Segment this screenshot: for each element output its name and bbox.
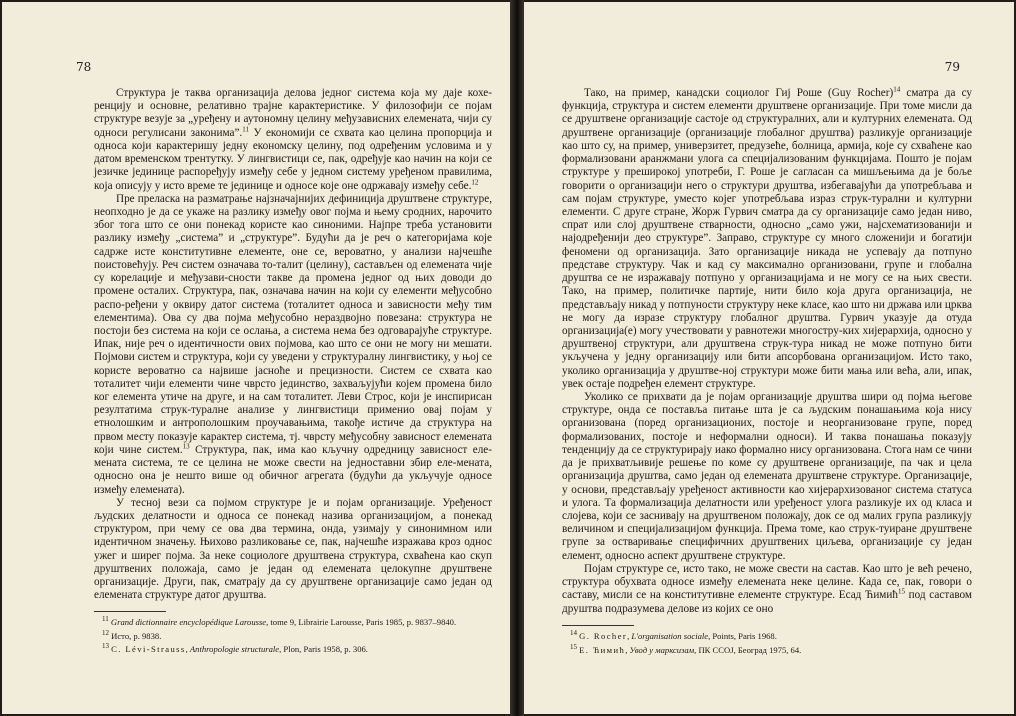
body-text <box>94 87 492 603</box>
right-page <box>524 2 1014 714</box>
footnote: $^{13}$ C. Lévi-Strauss, Anthropologie structurale, Plon, Paris 1958, p. 306. <box>102 642 368 654</box>
page-number: 78 <box>76 60 92 74</box>
footnote-ref: 12 <box>471 177 479 186</box>
footnotes <box>102 616 502 657</box>
footnote-ref: 13 <box>182 442 190 451</box>
paragraph: У тесној вези са појмом структуре је и појам организације. Уређеност људских делатности и односа се понекад назива организацијом, а понекад структуром, при чему се ова два термина, онда, узимају у синонимном или идентичном значењу. Њихово разликовање се, пак, најчешће изражава кроз однос ужег и ширег појма. За неке социологе друштвена структура, схваћена као скуп друштвених положаја, само је један од елемената целокупне друштвене организације. Други, пак, сматрају да су друштвене организације само један од елемената структуре датог друштва. <box>94 496 492 602</box>
footnote-ref: 14 <box>893 85 901 94</box>
paragraph: Тако, на пример, канадски социолог Гиј Роше (Guy Rocher)$^{14}$ сматра да су функција, структура и систем елементи друштвене организације. При томе мисли да се друштвене организације састоје од структуралних, али и културних елемената. Од друштвене организације (организације глобалног друштва) разликује организације као што су, на пример, универзитет, предузеће, болница, армија, које су схваћене као формализовани аранжмани улога са специјализованим функцијама. Пошто је појам структуре у преширокој употреби, Г. Роше је сагласан са мишљењима да је боље говорити о организацији него о структури друштва, избегавајући да употребљава и сам појам структуре, уместо којег употребљава израз струк-турални и културни елементи. С друге стране, Жорж Гурвич сматра да су организације само један ниво, спрат или слој друштвене стварности, односно „само ужи, најсхематизованији и најодређенији део структуре”. Заправо, структуре су много сложенији и богатији феномени од организација. Зато организације никада не успевају да потпуно представе структуру. Чак и кад су максимално организовани, групе и глобална друштва се не изражавају потпуно у организацијама и не могу се на њих свести. Тако, на пример, политичке партије, нити било која друга организација, не представљају никад у потпуности структуру неке класе, као што ни држава или црква не могу да изразе структуру глобалног друштва. Гурвич указује да отуда организација(е) могу учествовати у равнотежи многостру-ких хијерархија, односно у друштвеној структури, али друштвена струк-тура никад не може потпуно бити укључена у једну организацију или бити апсорбована организацијом. Исто тако, уколико организација у друштве-ној структури може бити мања или већа, али, ипак, увек остаје подређен елемент структуре. <box>562 85 972 390</box>
book-gutter <box>510 0 524 716</box>
left-page <box>2 2 511 714</box>
footnote: $^{12}$ Исто, p. 9838. <box>102 628 162 641</box>
body-text <box>562 87 972 616</box>
footnote: $^{15}$ Е. Ћимић, Увод у марксизам, ПК ССОЈ, Београд 1975, 64. <box>570 642 802 655</box>
paragraph: Појам структуре се, исто тако, не може свести на састав. Као што је већ речено, структура обухвата односе између елемената неке целине. Када се, пак, говори о саставу, мисли се на конститутивне елементе структуре. Есад Ћимић$^{15}$ под саставом друштва подразумева делове из којих се оно <box>562 562 972 615</box>
footnote-ref: 11 <box>242 124 249 133</box>
footnote-ref: 15 <box>897 587 905 596</box>
paragraph: Структура је таква организација делова једног система која му даје кохе-ренцију и основне, релативно трајне карактеристике. У филозофији се појам структуре везује за „уређену и аутономну целину међузависних елемената, чији су односи регулисани законима”.$^{11}$ У економији се схвата као целина пропорција и односа који карактеришу једну економску целину, под одређеним условима и у датом временском трентутку. У лингвистици се, пак, одређује као начин на који се језичке јединице распоређују између себе у једном систему уређеном правилима, која описују у исто време те јединице и односе које оне одржавају између себе.$^{12}$ <box>94 87 493 192</box>
paragraph: Уколико се прихвати да је појам организације друштва шири од појма његовe структуре, онда се поставља питање шта је са људским понашањима која нису организована (поред организационих, постоје и неорганизоване групе, поред формализованих, постоје и неформални односи). И таква понашања показују тенденцију да се структурирају иако формално нису организована. Стога нам се чини да је прихватљивије решење по коме су друштвене организације, па чак и цела организација друштва, само један од елемената друштвене структуре. Организације, у основи, представљају уређеност активности као хијерархизованог система статуса и улога. Та формализација делатности или уређеност улога разликује их од класа и слојева, који се заснивају на друштвеном положају, док се од малих група разликују величином и специјализацијом функција. Према томе, као струк-туиране друштвене групе за остваривање специфичних друштвених циљева, организације су један елемент, односно аспект друштвене структуре. <box>562 391 972 562</box>
footnote: $^{14}$ G. Rocher, L'organisation sociale, Points, Paris 1968. <box>570 629 777 641</box>
footnote-divider <box>94 611 166 612</box>
page-number: 79 <box>944 60 960 74</box>
footnote-divider <box>562 625 634 626</box>
footnotes <box>570 630 970 657</box>
footnote: $^{11}$ Grand dictionnaire encyclopédique Larousse, tome 9, Librairie Larousse, Paris 1985, p. 9837–9840. <box>102 615 457 627</box>
paragraph: Пре преласка на разматрање најзначајнијих дефиниција друштвене структуре, неопходно је да се укаже на разлику између овог појма и њему сродних, нарочито због тога што се они понекад користе као синоними. Најпре треба установити разлику између „система” и „структуре”. Будући да је реч о категоријама које садрже исте конститутивне елементе, оне се, вероватно, у анализи најчешће поистовећују. Реч систем означава то-талит (целину), састављен од елемената чије су корелације и међузави-сности такве да промена једног од њих доводи до промене осталих. Структура, пак, означава начин на који су елементи међусобно распо-ређени у оквиру датог система (тоталитет односа и зависности међу тим елементима). Ова су два појма међусобно нераздвојно повезана: структура не постоји без система на који се ослања, а система нема без одговарајуће структуре. Ипак, није реч о идентичности ових појмова, као што се они не могу ни мешати. Појмови систем и структура, који су уведени у структуралну лингвистику, у њој се користе вероватно са највише јасноће и прецизности. Систем се схвата као тоталитет чији елементи чине чврсто јединство, захваљујући којем промена било ког елемента утиче на друге, и на сам тоталитет. Леви Строс, који је инспирисан резултатима струк-туралне анализе у лингвистици применио овај појам у етнолошким и антрополошким проучавањима, такође истиче да структура на првом месту показује карактер система, тј. чврсту међусобну зависност елемената који чине систем.$^{13}$ Структура, пак, има као кључну одредницу зависност еле-мената система, те се целина не може свести на једноставни збир еле-мената, односно она је нешто више од обичног агрегата (будући да укључује односе између елемената). <box>94 192 492 496</box>
